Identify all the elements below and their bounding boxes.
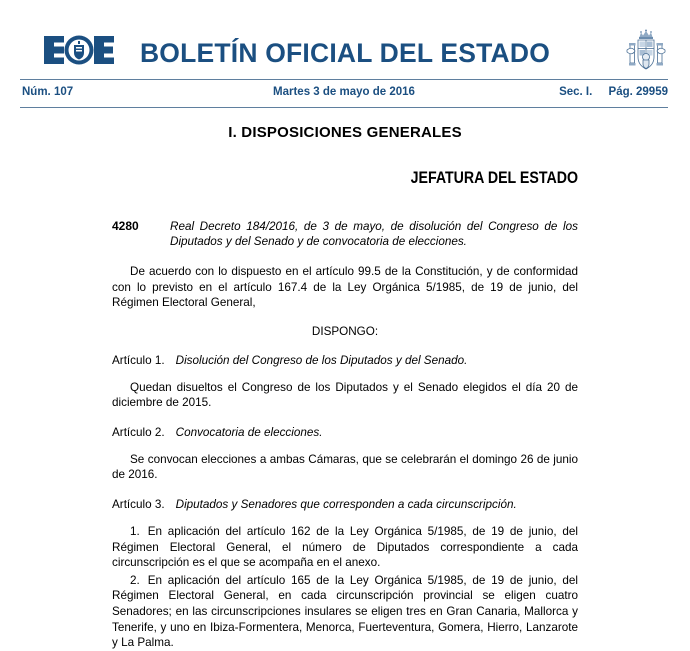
- section-page-group: [559, 86, 668, 98]
- dispongo-heading: DISPONGO:: [311, 324, 379, 338]
- article-2-label: Artículo 2.: [112, 425, 165, 439]
- article-3-name: Diputados y Senadores que corresponden a cada circunscripción.: [175, 497, 517, 511]
- document-content: [112, 118, 578, 651]
- issue-date: Martes 3 de mayo de 2016: [273, 86, 415, 98]
- decree-number: 4280: [112, 219, 139, 233]
- header-rule-bottom: [20, 107, 668, 108]
- article-3-label: Artículo 3.: [112, 497, 165, 511]
- decree-title: Real Decreto 184/2016, de 3 de mayo, de disolución del Congreso de los Diputados y del Senado y de convocatoria de elecciones.: [170, 220, 578, 249]
- numbered-item-1-number: 1.: [130, 525, 140, 539]
- masthead-title: BOLETÍN OFICIAL DEL ESTADO: [139, 38, 551, 68]
- section-label: Sec. I.: [559, 86, 593, 98]
- article-1-text: Quedan disueltos el Congreso de los Diputados y el Senado elegidos el día 20 de diciembre de 2015.: [112, 380, 578, 410]
- numbered-item-2-number: 2.: [130, 573, 140, 587]
- numbered-item-1-text: En aplicación del artículo 162 de la Ley Orgánica 5/1985, de 19 de junio, del Régimen Electoral General, el número de Diputados correspondiente a cada circunscripción es el que se acompaña en el anexo.: [112, 525, 578, 570]
- masthead: [0, 0, 690, 78]
- page-label: Pág. 29959: [608, 86, 668, 98]
- decree-header: [112, 219, 578, 253]
- article-3-heading: [112, 497, 578, 513]
- preamble-paragraph: De acuerdo con lo dispuesto en el artículo 99.5 de la Constitución, y de conformidad con lo previsto en el artículo 167.4 de la Ley Orgánica 5/1985, de 19 de junio, del Régimen Electoral General,: [112, 265, 578, 310]
- numbered-item-2-text: En aplicación del artículo 165 de la Ley Orgánica 5/1985, de 19 de junio, del Régimen Electoral General, en cada circunscripción provincial se eligen cuatro Senadores; en las circunscripciones insulares se eligen tres en Gran Canaria, Mallorca y Tenerife, y uno en Ibiza-Formentera, Menorca, Fuerteventura, Gomera, Hierro, Lanzarote y La Palma.: [112, 573, 578, 650]
- numbered-item-1: [112, 524, 578, 571]
- issuing-organ-heading: JEFATURA DEL ESTADO: [410, 169, 578, 187]
- issue-number: Núm. 107: [22, 86, 74, 98]
- numbered-item-2: [112, 573, 578, 651]
- article-1-name: Disolución del Congreso de los Diputados y del Senado.: [175, 354, 468, 368]
- header-rule-top: [20, 79, 668, 80]
- article-1-heading: [112, 353, 578, 369]
- spain-coat-of-arms-icon: [624, 28, 668, 76]
- issue-info-line: [20, 86, 668, 102]
- section-heading: I. DISPOSICIONES GENERALES: [228, 124, 462, 141]
- article-2-text: Se convocan elecciones a ambas Cámaras, que se celebrarán el domingo 26 de junio de 2016.: [112, 452, 578, 482]
- article-2-name: Convocatoria de elecciones.: [175, 425, 323, 439]
- article-1-label: Artículo 1.: [112, 354, 165, 368]
- article-2-heading: [112, 425, 578, 441]
